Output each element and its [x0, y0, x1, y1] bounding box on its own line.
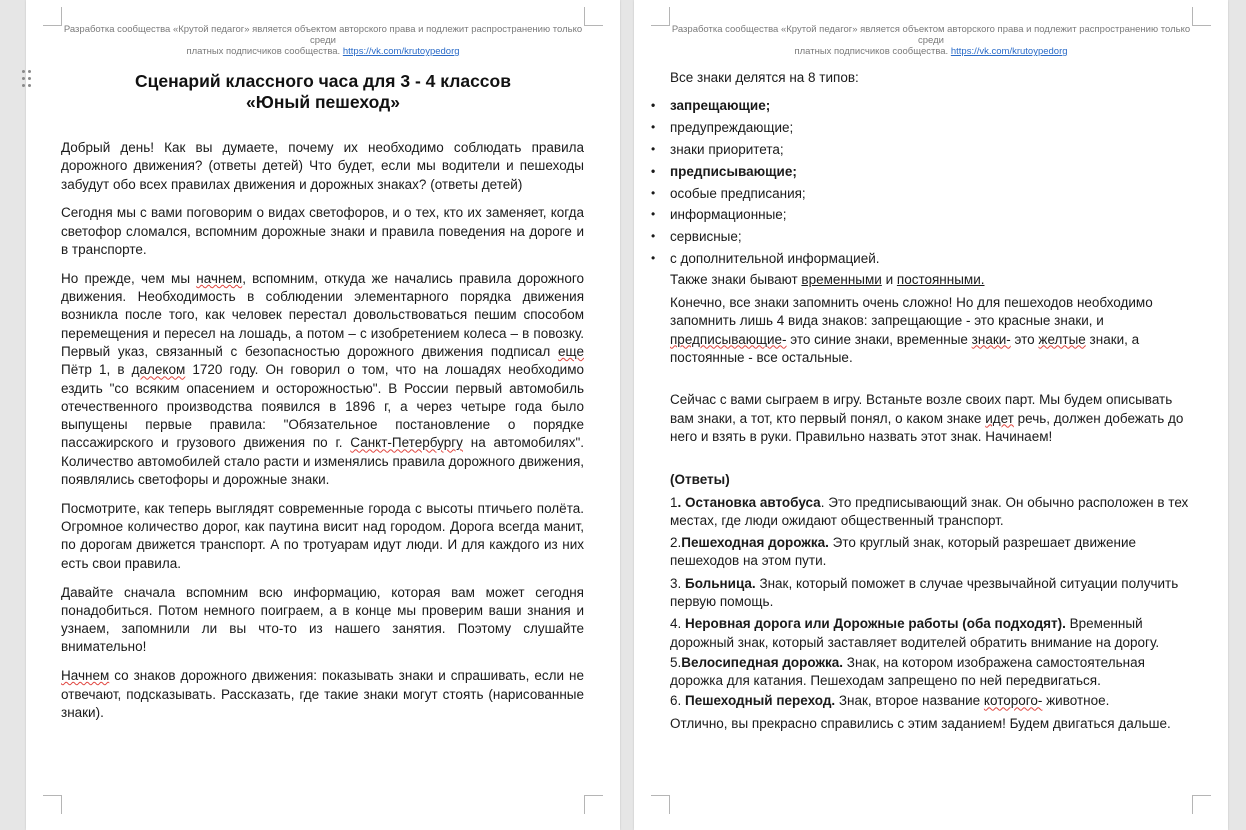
left-body [61, 139, 584, 733]
text-span: Но прежде, чем мы [61, 270, 197, 286]
text-span: это синие знаки, временные [786, 331, 972, 347]
title-line-2: «Юный пешеход» [246, 92, 400, 112]
answer-sign-name: Пешеходная дорожка. [681, 535, 829, 551]
margin-corner-bottom-left [43, 795, 62, 814]
paragraph-plan: Давайте сначала вспомним всю информацию, которая вам может сегодня понадобиться. Потом немного поиграем, а в конце мы проверим ваши знания и узнаем, запомнили ли вы что-то из нашего занятия. Поэтому слушайте внимательно! [61, 584, 584, 655]
answer-number: 2. [670, 535, 682, 551]
answer-5 [670, 654, 1197, 691]
header-line-2-text: платных подписчиков сообщества. [186, 46, 341, 57]
answer-description: Знак, который поможет в случае чрезвычайной ситуации получить первую помощь. [670, 575, 1179, 609]
answer-sign-name: Пешеходный переход. [685, 693, 836, 709]
underlined-word: временными [801, 272, 882, 288]
header-line-2-text: платных подписчиков сообщества. [794, 46, 949, 57]
text-span: Также знаки бывают [670, 272, 802, 288]
spellcheck-word: идет [985, 410, 1014, 426]
spellcheck-word: еще [558, 343, 584, 359]
list-item: • сервисные; [670, 226, 1197, 248]
answer-1 [670, 494, 1197, 531]
text-span: на автомобилях". Количество автомобилей стало расти и изменялись правила дорожного движения, появлялись светофоры и дорожные знаки. [61, 435, 584, 488]
document-title [60, 71, 586, 113]
margin-corner-bottom-left [651, 795, 670, 814]
types-intro: Все знаки делятся на 8 типов: [670, 70, 859, 85]
text-span: , вспомним, откуда же начались правила дорожного движения. Необходимость в соблюдении элементарного порядка движения возникла после того, как человек перестал довольствоваться пешим способом перемещения и пересел на лошадь, а потом – с изобретением колеса – в повозку. Первый указ, связанный с безопасностью дорожного движения подписал [61, 270, 584, 359]
spellcheck-word: которого- [983, 693, 1043, 709]
list-item: • предписывающие; [670, 161, 1197, 183]
answer-number: 3. [670, 575, 686, 591]
list-item: • особые предписания; [670, 183, 1197, 205]
text-span: Пётр 1, в [61, 362, 132, 378]
answer-description: животное. [1042, 693, 1110, 709]
header-line-2 [56, 46, 590, 57]
answer-sign-name: Неровная дорога или Дорожные работы (оба подходят). [685, 616, 1066, 632]
answer-number: 4. [670, 616, 686, 632]
text-span: знаки, а постоянные - все остальные. [670, 331, 1140, 366]
paragraph-temporary-permanent [670, 270, 1197, 290]
list-item: • информационные; [670, 204, 1197, 226]
answer-description: Знак, на котором изображена самостоятельная дорожка для катания. Пешеходам запрещено по ней передвигаться. [670, 654, 1145, 689]
paragraph-cities: Посмотрите, как теперь выглядят современные города с высоты птичьего полёта. Огромное количество дорог, как паутина висит над городом. Дорога всегда манит, по дорогам движется транспорт. А по тротуарам идут люди. И для каждого из них есть свои правила. [61, 500, 584, 571]
paragraph-game [670, 391, 1197, 446]
margin-corner-bottom-right [1192, 795, 1211, 814]
list-item: • запрещающие; [670, 95, 1197, 117]
answer-sign-name: . Остановка автобуса [677, 494, 821, 510]
answer-3 [670, 575, 1197, 612]
answer-2 [670, 534, 1197, 571]
title-line-1: Сценарий классного часа для 3 - 4 классов [134, 71, 511, 91]
list-item: • предупреждающие; [670, 117, 1197, 139]
page-header [56, 24, 590, 57]
underlined-word: постоянными. [896, 272, 985, 288]
spellcheck-word: знаки- [971, 331, 1011, 347]
document-page-left [26, 0, 620, 830]
text-span: и [881, 272, 897, 288]
list-item: • с дополнительной информацией. [670, 248, 1197, 270]
header-line-2 [664, 46, 1198, 57]
sign-types-list [670, 95, 1197, 270]
answer-number: 1 [670, 494, 678, 510]
answer-number: 5. [670, 654, 682, 670]
answer-description: Это круглый знак, который разрешает движение пешеходов на этом пути. [670, 535, 1137, 569]
answer-number: 6. [670, 693, 686, 709]
header-link[interactable]: https://vk.com/krutoypedorg [950, 46, 1068, 57]
right-body [670, 69, 1197, 744]
page-header [664, 24, 1198, 57]
spellcheck-word: предписывающие- [670, 331, 787, 347]
answer-description: Знак, второе название [835, 693, 984, 709]
paragraph-topic: Сегодня мы с вами поговорим о видах светофоров, и о тех, кто их заменяет, когда светофор сломался, вспомним дорожные знаки и правила поведения на дороге и в транспорте. [61, 205, 584, 257]
drag-handle-icon[interactable] [22, 70, 34, 90]
paragraph-closing: Отлично, вы прекрасно справились с этим заданием! Будем двигаться дальше. [670, 715, 1171, 731]
header-line-1: Разработка сообщества «Крутой педагог» является объектом авторского права и подлежит распространению только среди [63, 24, 583, 46]
text-span: Сейчас с вами сыграем в игру. Встаньте возле своих парт. Мы будем описывать вам знаки, а тот, кто первый понял, о каком знаке [670, 392, 1173, 426]
paragraph-greeting: Добрый день! Как вы думаете, почему их необходимо соблюдать правила дорожного движения? (ответы детей) Что будет, если мы водители и пешеходы забудут обо всех правилах движения и дорожных знаках? (ответы детей) [61, 140, 584, 192]
list-item: • знаки приоритета; [670, 139, 1197, 161]
text-span: 1720 году. Он говорил о том, что на лошадях необходимо ездить "со всяким опасением и осторожностью". В России первый автомобиль отечественного производства появился в 1896 г, а через четыре года было выпущены первые правила: "Обязательное постановление о порядке пассажирского и грузового движения по г. [61, 362, 584, 451]
text-span: речь, должен добежать до него и взять в руки. Правильно назвать этот знак. Начинаем! [670, 410, 1184, 444]
document-page-right [634, 0, 1228, 830]
paragraph-signs [61, 667, 584, 722]
answer-6 [670, 692, 1197, 710]
spellcheck-word: Санкт-Петербургу [350, 435, 463, 451]
text-span: Конечно, все знаки запомнить очень сложно! Но для пешеходов необходимо запомнить лишь 4 вида знаков: запрещающие - это красные знаки, и [670, 295, 1153, 329]
header-line-1: Разработка сообщества «Крутой педагог» является объектом авторского права и подлежит распространению только среди [671, 24, 1191, 46]
margin-corner-bottom-right [584, 795, 603, 814]
spellcheck-word: желтые [1038, 331, 1086, 347]
text-span: со знаков дорожного движения: показывать знаки и спрашивать, если не отвечают, подсказывать. Рассказать, где такие знаки могут стоять (нарисованные знаки). [61, 668, 584, 720]
text-span: это [1010, 331, 1039, 347]
spellcheck-word: Начнем [61, 668, 110, 684]
header-link[interactable]: https://vk.com/krutoypedorg [342, 46, 460, 57]
paragraph-history [61, 270, 584, 490]
answer-sign-name: Больница. [685, 575, 756, 591]
answers-heading: (Ответы) [670, 472, 730, 488]
answer-4 [670, 615, 1197, 652]
spellcheck-word: начнем [196, 270, 243, 286]
answer-description: . Это предписывающий знак. Он обычно расположен в тех местах, где люди ожидают общественный транспорт. [670, 494, 1189, 528]
answer-description: Временный дорожный знак, который заставляет водителей обратить внимание на дорогу. [670, 616, 1160, 650]
paragraph-four-kinds [670, 294, 1197, 367]
spellcheck-word: далеком [131, 362, 186, 378]
answer-sign-name: Велосипедная дорожка. [681, 654, 844, 670]
